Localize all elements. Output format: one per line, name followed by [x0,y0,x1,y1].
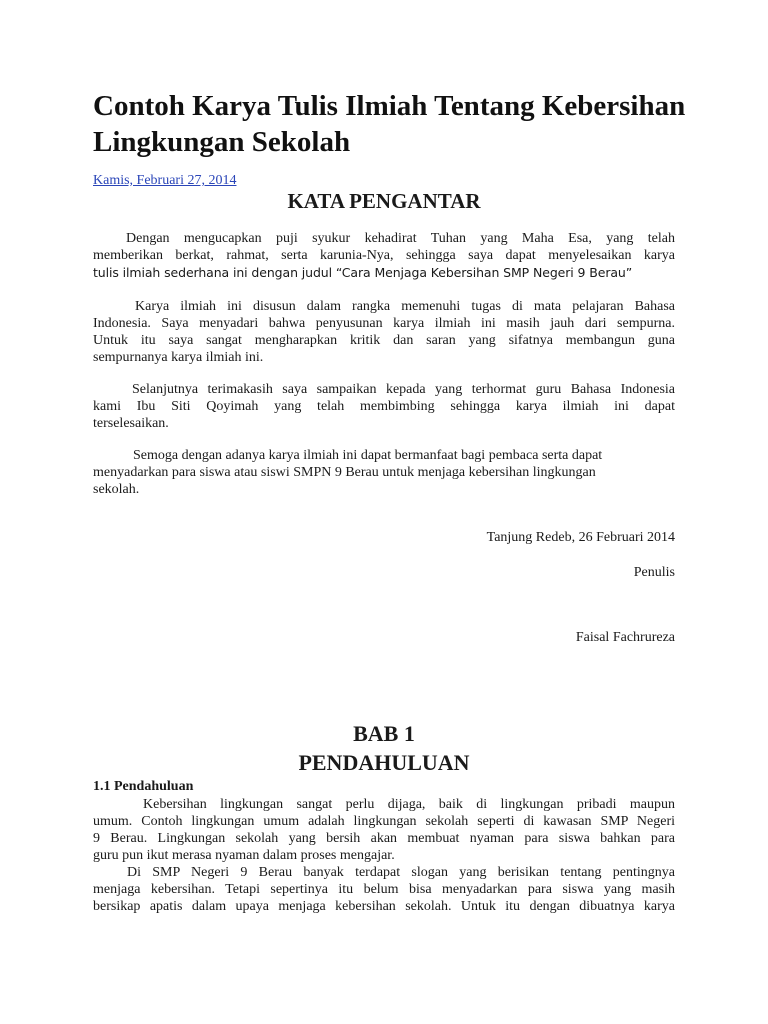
section-heading: 1.1 Pendahuluan [93,779,194,794]
kp-p2-line-4: sempurnanya karya ilmiah ini. [93,350,264,365]
kp-p3-line-3: terselesaikan. [93,416,169,431]
kp-p4-line-1: Semoga dengan adanya karya ilmiah ini dapat bermanfaat bagi pembaca serta dapat [133,448,603,463]
place-date: Tanjung Redeb, 26 Februari 2014 [486,530,675,545]
kp-p1-line-1: Dengan mengucapkan puji syukur kehadirat Tuhan yang Maha Esa, yang telah [126,231,675,246]
writer-label: Penulis [633,565,675,580]
kp-p3-line-2: kami Ibu Siti Qoyimah yang telah membimbing sehingga karya ilmiah ini dapat [93,399,675,414]
writer-name: Faisal Fachrureza [575,630,675,645]
kp-p4-line-2: menyadarkan para siswa atau siswi SMPN 9 Berau untuk menjaga kebersihan lingkungan [93,465,596,480]
kp-p1-line-2: memberikan berkat, rahmat, serta karunia-Nya, sehingga saya dapat menyelesaikan karya [93,248,675,263]
kp-paragraph-4 [93,447,675,498]
kp-p1-line-3: tulis ilmiah sederhana ini dengan judul “Cara Menjaga Kebersihan SMP Negeri 9 Berau” [93,265,633,280]
kp-p4-line-3: sekolah. [93,482,140,497]
bab-paragraph-1 [93,796,675,864]
bab-p2-line-3: bersikap apatis dalam upaya menjaga kebersihan sekolah. Untuk itu dengan dibuatnya karya [93,899,675,914]
kp-p2-line-2: Indonesia. Saya menyadari bahwa penyusunan karya ilmiah ini masih jauh dari sempurna. [93,316,675,331]
bab-p1-line-2: umum. Contoh lingkungan umum adalah lingkungan sekolah seperti di kawasan SMP Negeri [93,814,675,829]
bab-title: PENDAHULUAN [298,750,470,775]
kp-paragraph-1 [93,230,675,281]
bab-paragraph-2 [93,864,675,915]
kp-p3-line-1: Selanjutnya terimakasih saya sampaikan kepada yang terhormat guru Bahasa Indonesia [132,382,675,397]
kata-pengantar-heading: KATA PENGANTAR [287,189,481,213]
bab-p2-line-1: Di SMP Negeri 9 Berau banyak terdapat slogan yang berisikan tentang pentingnya [127,865,675,880]
bab-p1-line-3: 9 Berau. Lingkungan sekolah yang bersih akan membuat nyaman para siswa bahkan para [93,831,675,846]
kp-p2-line-3: Untuk itu saya sangat mengharapkan kritik dan saran yang sifatnya membangun guna [93,333,675,348]
bab-p2-line-2: menjaga kebersihan. Tetapi sepertinya itu belum bisa menyadarkan para siswa yang masih [93,882,675,897]
bab-number: BAB 1 [353,721,415,746]
kp-paragraph-3 [93,381,675,432]
kp-paragraph-2 [93,298,675,366]
bab-p1-line-1: Kebersihan lingkungan sangat perlu dijaga, baik di lingkungan pribadi maupun [143,797,675,812]
page-title: Contoh Karya Tulis Ilmiah Tentang Kebersihan Lingkungan Sekolah [93,90,686,158]
post-date-link[interactable]: Kamis, Februari 27, 2014 [93,173,237,188]
bab-heading [93,719,675,777]
bab-p1-line-4: guru pun ikut merasa nyaman dalam proses mengajar. [93,848,395,863]
kp-p2-line-1: Karya ilmiah ini disusun dalam rangka memenuhi tugas di mata pelajaran Bahasa [135,299,675,314]
